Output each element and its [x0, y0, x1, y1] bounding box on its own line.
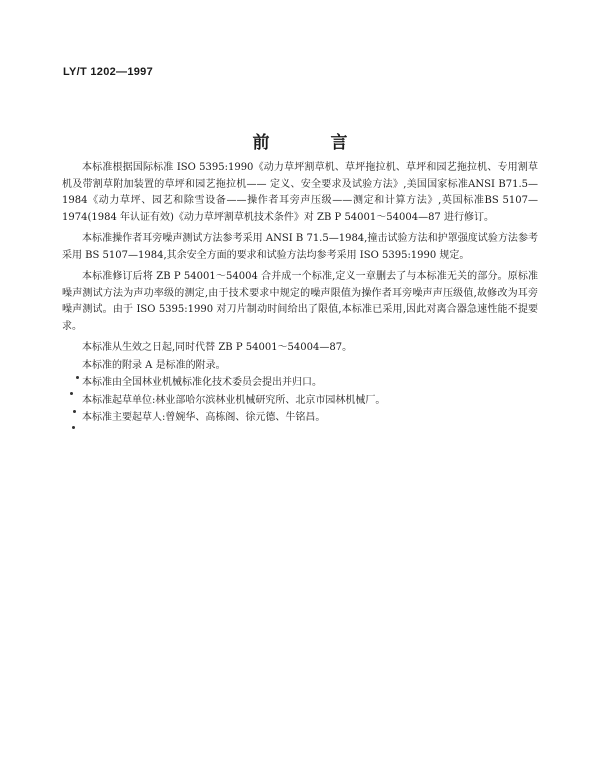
- paragraph-proposer: 本标准由全国林业机械标准化技术委员会提出并归口。: [82, 377, 322, 388]
- page-title: 前 言: [252, 133, 370, 153]
- paragraph-drafting-units: 本标准起草单位:林业部哈尔滨林业机械研究所、北京市园林机械厂。: [82, 394, 386, 406]
- paragraph-effective: 本标准从生效之日起,同时代替 ZB P 54001～54004—87。: [82, 342, 353, 353]
- paragraph-revision: 本标准修订后将 ZB P 54001～54004 合并成一个标准,定义一章删去了与本标准无关的部分。原标准噪声测试方法为声功率级的测定,由于技术要求中规定的噪声限值为操作者耳旁噪声声压级值,故修改为耳旁噪声测试。由于 ISO 5395:1990 对刀片制动时间给出了限值,本标准已采用,因此对离合器急速性能不提要求。: [62, 271, 538, 332]
- scan-speck: [76, 376, 79, 379]
- paragraph-drafters: 本标准主要起草人:曾婉华、高栋阁、徐元德、牛铭昌。: [82, 412, 326, 423]
- paragraph-appendix: 本标准的附录 A 是标准的附录。: [82, 359, 226, 371]
- scan-speck: [72, 426, 75, 429]
- paragraph-basis: 本标准根据国际标准 ISO 5395:1990《动力草坪割草机、草坪拖拉机、草坪和园艺拖拉机、专用割草机及带割草附加装置的草坪和园艺拖拉机—— 定义、安全要求及试验方法》,美国国家标准ANSI B71.5—1984《动力草坪、园艺和除雪设备——操作者耳旁声压级——测定和计算方法》,英国标准BS 5107—1974(1984 年认证有效)《动力草坪割草机技术条件》对 ZB P 54001～54004—87 进行修订。: [62, 162, 538, 223]
- paragraph-noise-method: 本标准操作者耳旁噪声测试方法参考采用 ANSI B 71.5—1984,撞击试验方法和护罩强度试验方法参考采用 BS 5107—1984,其余安全方面的要求和试验方法均参考采用 ISO 5395:1990 规定。: [62, 233, 538, 261]
- foreword-body: [62, 160, 538, 428]
- scan-speck: [70, 392, 73, 395]
- standard-code: LY/T 1202—1997: [63, 66, 154, 78]
- scan-speck: [73, 410, 76, 413]
